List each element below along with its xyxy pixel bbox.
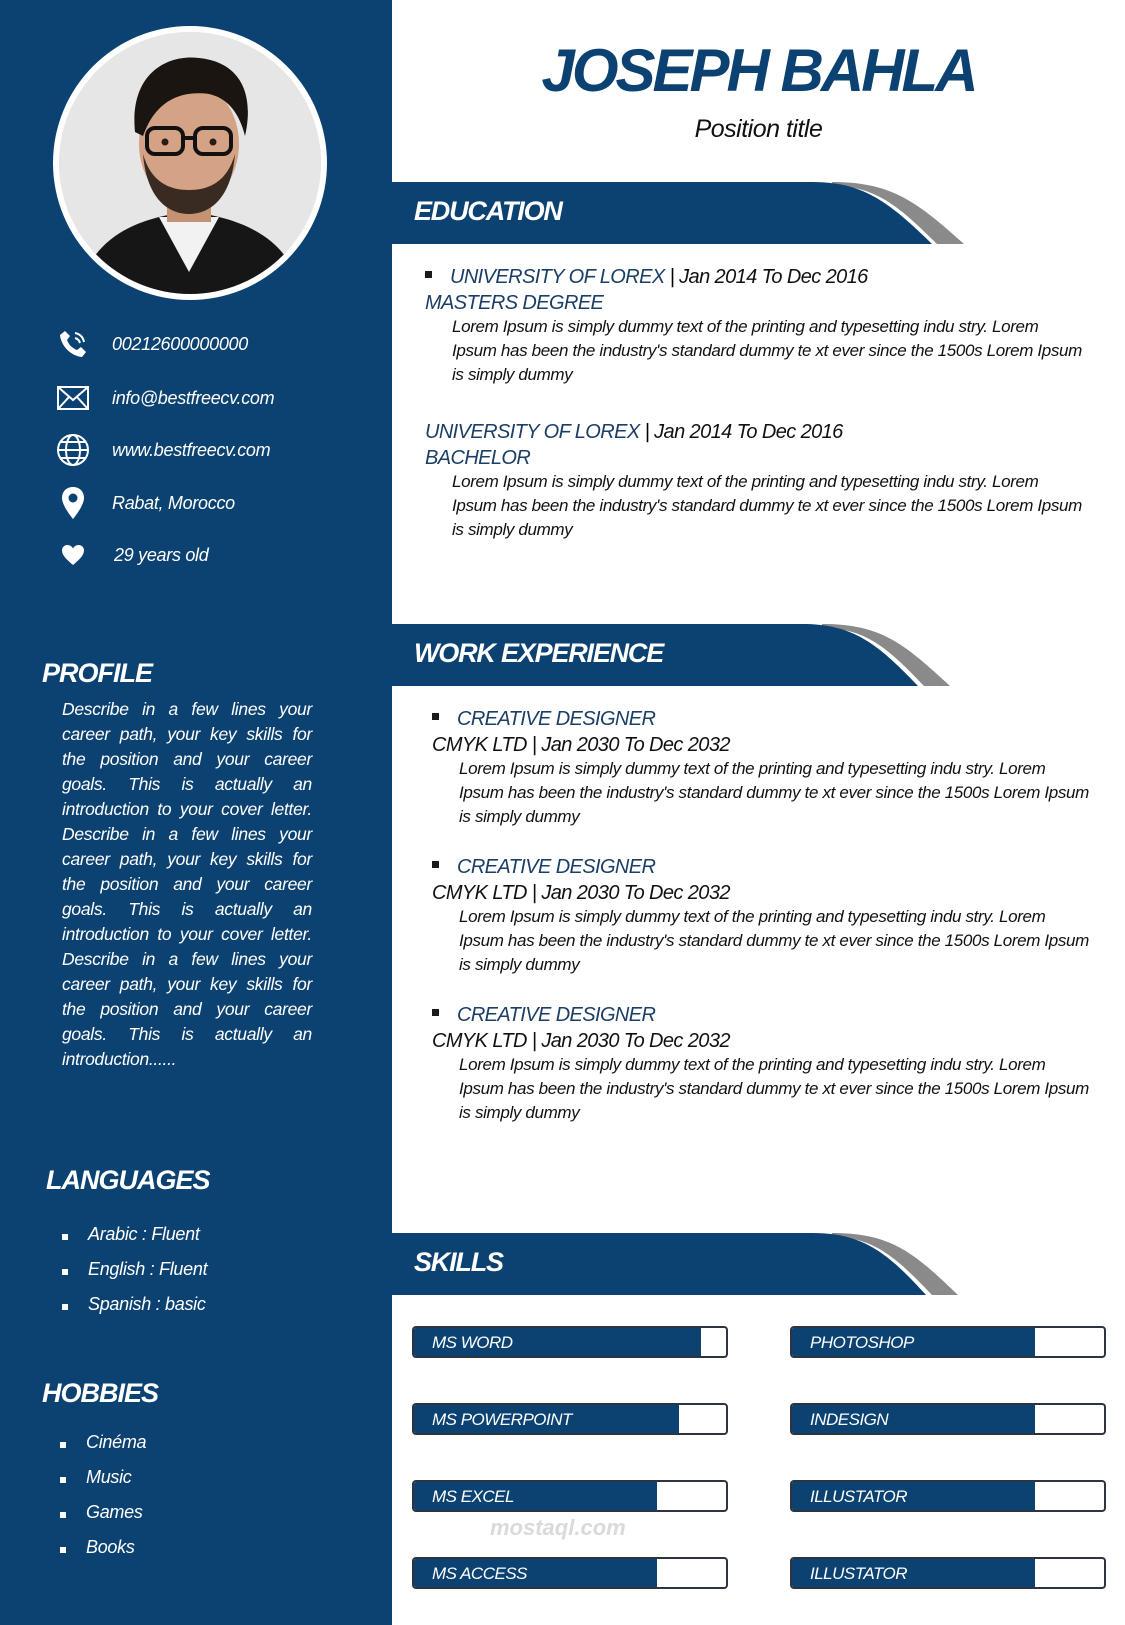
- education-dates: Jan 2014 To Dec 2016: [654, 421, 843, 443]
- school-name: UNIVERSITY OF LOREX: [450, 266, 665, 288]
- profile-photo: [59, 32, 321, 294]
- languages-list: [62, 1224, 207, 1329]
- work-heading: WORK EXPERIENCE: [414, 638, 664, 668]
- location-pin-icon: [52, 483, 94, 523]
- education-description: Lorem Ipsum is simply dummy text of the printing and typesetting indu stry. Lorem Ipsum has been the industry's standard dummy te xt ever since the 1500s Lorem Ipsum is simply dummy: [452, 317, 1082, 384]
- phone-icon: [52, 324, 94, 364]
- job-title: CREATIVE DESIGNER: [457, 856, 656, 878]
- skill-bar: [412, 1326, 728, 1358]
- degree-name: BACHELOR: [425, 447, 531, 469]
- contact-age: [52, 535, 208, 575]
- skill-label: MS WORD: [432, 1333, 513, 1352]
- hobby-item: Music: [60, 1467, 146, 1502]
- education-dates: Jan 2014 To Dec 2016: [679, 266, 868, 288]
- contact-phone: [52, 324, 248, 364]
- profile-photo-frame: [53, 26, 327, 300]
- email-text: info@bestfreecv.com: [112, 387, 275, 408]
- skills-heading: SKILLS: [414, 1247, 503, 1277]
- skill-label: MS EXCEL: [432, 1487, 514, 1506]
- company-dates: CMYK LTD | Jan 2030 To Dec 2032: [432, 734, 730, 756]
- language-item: Spanish : basic: [62, 1294, 207, 1329]
- candidate-name: JOSEPH BAHLA: [541, 37, 976, 104]
- person-photo-illustration: [59, 32, 321, 294]
- location-text: Rabat, Morocco: [112, 492, 235, 513]
- separator: |: [644, 421, 650, 443]
- hobby-item: Games: [60, 1502, 146, 1537]
- skill-bar: [790, 1480, 1106, 1512]
- website-text: www.bestfreecv.com: [112, 439, 271, 460]
- envelope-icon: [52, 378, 94, 418]
- skill-bar: [412, 1480, 728, 1512]
- skill-label: MS ACCESS: [432, 1564, 528, 1583]
- hobby-item: Cinéma: [60, 1432, 146, 1467]
- contact-website: [52, 430, 270, 470]
- sidebar: [0, 0, 392, 1625]
- degree-name: MASTERS DEGREE: [425, 292, 604, 314]
- skill-label: MS POWERPOINT: [432, 1410, 572, 1429]
- education-description: Lorem Ipsum is simply dummy text of the printing and typesetting indu stry. Lorem Ipsum has been the industry's standard dummy te xt ever since the 1500s Lorem Ipsum is simply dummy: [452, 472, 1082, 539]
- globe-icon: [52, 430, 94, 470]
- bullet-square: [432, 861, 439, 868]
- bullet-square: [432, 713, 439, 720]
- contact-email: [52, 378, 274, 418]
- language-item: English : Fluent: [62, 1259, 207, 1294]
- work-description: Lorem Ipsum is simply dummy text of the printing and typesetting indu stry. Lorem Ipsum has been the industry's standard dummy te xt ever since the 1500s Lorem Ipsum is simply dummy: [459, 759, 1089, 826]
- contact-location: [52, 483, 235, 523]
- company-dates: CMYK LTD | Jan 2030 To Dec 2032: [432, 1030, 730, 1052]
- job-title: CREATIVE DESIGNER: [457, 708, 656, 730]
- skill-bar: [412, 1403, 728, 1435]
- skills-banner: [392, 1233, 992, 1295]
- profile-heading: PROFILE: [42, 658, 153, 688]
- hobby-item: Books: [60, 1537, 146, 1572]
- separator: |: [669, 266, 675, 288]
- languages-heading: LANGUAGES: [46, 1165, 210, 1195]
- work-entry: [432, 856, 1092, 977]
- skill-label: PHOTOSHOP: [810, 1333, 914, 1352]
- skill-bar: [412, 1557, 728, 1589]
- profile-text: Describe in a few lines your career path, your key skills for the position and your career goals. This is actually an introduction to your cover letter. Describe in a few lines your career path, your key skills for the position and your career goals. This is actually an introduction to your cover letter. Describe in a few lines your career path, your key skills for the position and your career goals. This is actually an introduction......: [62, 699, 312, 1069]
- skill-bar: [790, 1403, 1106, 1435]
- bullet-square: [432, 1009, 439, 1016]
- education-entry: [425, 266, 1085, 387]
- skill-bar: [790, 1326, 1106, 1358]
- work-description: Lorem Ipsum is simply dummy text of the printing and typesetting indu stry. Lorem Ipsum has been the industry's standard dummy te xt ever since the 1500s Lorem Ipsum is simply dummy: [459, 1055, 1089, 1122]
- hobbies-heading: HOBBIES: [42, 1378, 159, 1408]
- education-heading: EDUCATION: [414, 196, 562, 226]
- job-title: CREATIVE DESIGNER: [457, 1004, 656, 1026]
- bullet-square: [425, 271, 432, 278]
- hobbies-list: [60, 1432, 146, 1572]
- language-item: Arabic : Fluent: [62, 1224, 207, 1259]
- work-entry: [432, 1004, 1092, 1125]
- work-description: Lorem Ipsum is simply dummy text of the printing and typesetting indu stry. Lorem Ipsum has been the industry's standard dummy te xt ever since the 1500s Lorem Ipsum is simply dummy: [459, 907, 1089, 974]
- company-dates: CMYK LTD | Jan 2030 To Dec 2032: [432, 882, 730, 904]
- skill-label: ILLUSTATOR: [810, 1487, 908, 1506]
- age-text: 29 years old: [114, 544, 209, 565]
- education-banner: [392, 182, 992, 244]
- skill-label: ILLUSTATOR: [810, 1564, 908, 1583]
- skill-label: INDESIGN: [810, 1410, 889, 1429]
- school-name: UNIVERSITY OF LOREX: [425, 421, 640, 443]
- heart-icon: [52, 535, 94, 575]
- position-title: Position title: [694, 115, 823, 143]
- education-entry: [425, 421, 1085, 542]
- watermark: mostaql.com: [490, 1515, 626, 1540]
- work-banner: [392, 624, 992, 686]
- phone-text: 00212600000000: [112, 333, 248, 354]
- skill-bar: [790, 1557, 1106, 1589]
- work-entry: [432, 708, 1092, 829]
